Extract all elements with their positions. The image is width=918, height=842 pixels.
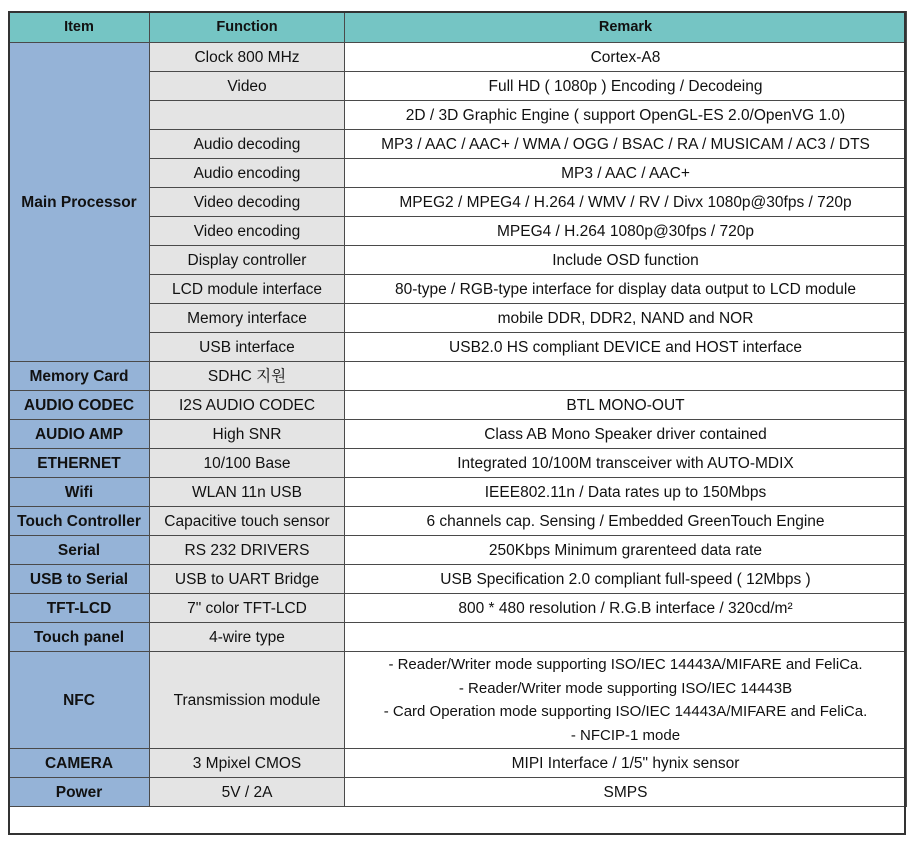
item-cell: Power — [9, 778, 150, 807]
remark-line: - Card Operation mode supporting ISO/IEC 14443A/MIFARE and FeliCa. — [383, 703, 868, 720]
function-cell: 7" color TFT-LCD — [150, 594, 345, 623]
function-cell: WLAN 11n USB — [150, 478, 345, 507]
remark-cell: 800 * 480 resolution / R.G.B interface / 320cd/m² — [345, 594, 907, 623]
table-row — [9, 565, 907, 594]
table-row — [9, 478, 907, 507]
table-row — [9, 594, 907, 623]
item-cell: Touch panel — [9, 623, 150, 652]
remark-line: - Reader/Writer mode supporting ISO/IEC 14443A/MIFARE and FeliCa. — [388, 656, 863, 673]
table-row — [9, 362, 907, 391]
function-cell: 4-wire type — [150, 623, 345, 652]
function-cell: Video — [150, 72, 345, 101]
function-cell: I2S AUDIO CODEC — [150, 391, 345, 420]
table-row — [9, 623, 907, 652]
remark-cell: USB Specification 2.0 compliant full-speed ( 12Mbps ) — [345, 565, 907, 594]
item-cell: AUDIO AMP — [9, 420, 150, 449]
function-cell: Display controller — [150, 246, 345, 275]
function-cell: Video encoding — [150, 217, 345, 246]
remark-cell-multiline — [345, 652, 907, 749]
function-cell: Transmission module — [150, 652, 345, 749]
item-cell: Main Processor — [9, 43, 150, 362]
remark-cell: mobile DDR, DDR2, NAND and NOR — [345, 304, 907, 333]
spec-sheet — [8, 11, 906, 807]
function-cell: 3 Mpixel CMOS — [150, 749, 345, 778]
item-cell: USB to Serial — [9, 565, 150, 594]
function-cell: Memory interface — [150, 304, 345, 333]
function-cell: 10/100 Base — [150, 449, 345, 478]
function-cell: Video decoding — [150, 188, 345, 217]
remark-cell: 250Kbps Minimum grarenteed data rate — [345, 536, 907, 565]
function-cell: Clock 800 MHz — [150, 43, 345, 72]
remark-cell: MIPI Interface / 1/5" hynix sensor — [345, 749, 907, 778]
table-row — [9, 507, 907, 536]
remark-cell: 2D / 3D Graphic Engine ( support OpenGL-ES 2.0/OpenVG 1.0) — [345, 101, 907, 130]
table-row — [9, 43, 907, 72]
remark-cell: Include OSD function — [345, 246, 907, 275]
remark-cell: SMPS — [345, 778, 907, 807]
header-remark: Remark — [345, 12, 907, 43]
item-cell: Touch Controller — [9, 507, 150, 536]
function-cell: USB interface — [150, 333, 345, 362]
item-cell: Wifi — [9, 478, 150, 507]
table-row — [9, 391, 907, 420]
remark-cell: IEEE802.11n / Data rates up to 150Mbps — [345, 478, 907, 507]
header-function: Function — [150, 12, 345, 43]
remark-cell: Full HD ( 1080p ) Encoding / Decodeing — [345, 72, 907, 101]
function-cell: LCD module interface — [150, 275, 345, 304]
item-cell: ETHERNET — [9, 449, 150, 478]
spec-table — [8, 11, 907, 807]
table-row — [9, 778, 907, 807]
function-cell: High SNR — [150, 420, 345, 449]
table-row — [9, 420, 907, 449]
item-cell: CAMERA — [9, 749, 150, 778]
header-item: Item — [9, 12, 150, 43]
function-cell: SDHC 지원 — [150, 362, 345, 391]
remark-cell: MPEG4 / H.264 1080p@30fps / 720p — [345, 217, 907, 246]
item-cell: Serial — [9, 536, 150, 565]
remark-cell: 80-type / RGB-type interface for display data output to LCD module — [345, 275, 907, 304]
remark-cell: Integrated 10/100M transceiver with AUTO-MDIX — [345, 449, 907, 478]
remark-cell: BTL MONO-OUT — [345, 391, 907, 420]
function-cell — [150, 101, 345, 130]
remark-cell: USB2.0 HS compliant DEVICE and HOST interface — [345, 333, 907, 362]
remark-cell: MP3 / AAC / AAC+ — [345, 159, 907, 188]
table-row — [9, 449, 907, 478]
function-cell: 5V / 2A — [150, 778, 345, 807]
item-cell: TFT-LCD — [9, 594, 150, 623]
remark-line: - Reader/Writer mode supporting ISO/IEC 14443B — [458, 679, 793, 697]
remark-cell: Class AB Mono Speaker driver contained — [345, 420, 907, 449]
header-row — [9, 12, 907, 43]
function-cell: Audio decoding — [150, 130, 345, 159]
item-cell: AUDIO CODEC — [9, 391, 150, 420]
table-row-nfc — [9, 652, 907, 749]
remark-cell — [345, 362, 907, 391]
remark-cell: Cortex-A8 — [345, 43, 907, 72]
function-cell: Audio encoding — [150, 159, 345, 188]
table-row — [9, 536, 907, 565]
item-cell: NFC — [9, 652, 150, 749]
table-row — [9, 749, 907, 778]
function-cell: Capacitive touch sensor — [150, 507, 345, 536]
item-cell: Memory Card — [9, 362, 150, 391]
remark-cell: MP3 / AAC / AAC+ / WMA / OGG / BSAC / RA / MUSICAM / AC3 / DTS — [345, 130, 907, 159]
remark-line: - NFCIP-1 mode — [570, 726, 681, 744]
remark-cell: 6 channels cap. Sensing / Embedded GreenTouch Engine — [345, 507, 907, 536]
function-cell: USB to UART Bridge — [150, 565, 345, 594]
remark-cell: MPEG2 / MPEG4 / H.264 / WMV / RV / Divx 1080p@30fps / 720p — [345, 188, 907, 217]
function-cell: RS 232 DRIVERS — [150, 536, 345, 565]
remark-cell — [345, 623, 907, 652]
